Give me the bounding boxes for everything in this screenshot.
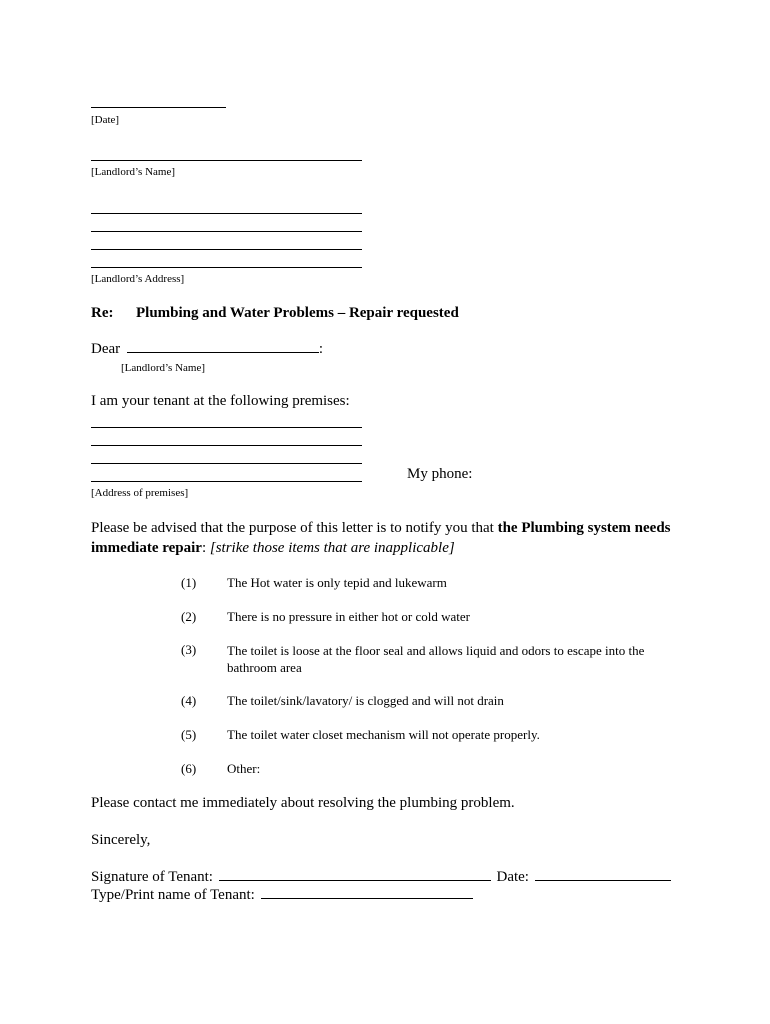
item-number: (4) — [181, 693, 197, 708]
print-name-label: Type/Print name of Tenant: — [91, 887, 255, 903]
landlord-address-label: [Landlord’s Address] — [91, 273, 185, 285]
item-text: The toilet is loose at the floor seal and allows liquid and odors to escape into the bathroom area — [227, 643, 645, 675]
date-label: [Date] — [91, 114, 120, 126]
landlord-name-line — [91, 160, 362, 161]
premises-line-2 — [91, 445, 362, 446]
landlord-address-line-3 — [91, 249, 362, 250]
notice-paragraph — [91, 518, 691, 558]
item-text: The toilet/sink/lavatory/ is clogged and will not drain — [227, 693, 504, 708]
premises-line-4 — [91, 481, 362, 482]
item-text: The Hot water is only tepid and lukewarm — [227, 575, 447, 590]
phone-label: My phone: — [407, 466, 473, 482]
list-item — [181, 761, 196, 777]
sincerely: Sincerely, — [91, 832, 151, 848]
landlord-address-line-1 — [91, 213, 362, 214]
item-text: There is no pressure in either hot or cold water — [227, 609, 470, 624]
premises-address-label: [Address of premises] — [91, 487, 189, 499]
print-name-row — [91, 886, 473, 904]
list-item — [181, 727, 196, 743]
premises-line-3 — [91, 463, 362, 464]
item-text: The toilet water closet mechanism will not operate properly. — [227, 727, 540, 742]
premises-intro: I am your tenant at the following premises: — [91, 393, 350, 409]
dear-name-label: [Landlord’s Name] — [121, 362, 205, 374]
list-item — [181, 693, 196, 709]
notice-text: Please be advised that the purpose of this letter is to notify you that — [91, 520, 498, 536]
re-subject: Plumbing and Water Problems – Repair requested — [136, 305, 459, 321]
signature-label: Signature of Tenant: — [91, 869, 213, 885]
notice-colon: : — [201, 540, 207, 556]
notice-bold-text: the Plumbing system needs immediate repair — [91, 520, 671, 556]
landlord-address-line-2 — [91, 231, 362, 232]
list-item — [181, 609, 196, 625]
list-item — [181, 642, 196, 658]
item-number: (6) — [181, 761, 197, 776]
salutation — [91, 340, 323, 358]
landlord-name-label: [Landlord’s Name] — [91, 166, 175, 178]
premises-line-1 — [91, 427, 362, 428]
contact-sentence: Please contact me immediately about resolving the plumbing problem. — [91, 795, 515, 811]
signature-line — [219, 868, 491, 881]
landlord-address-line-4 — [91, 267, 362, 268]
item-number: (5) — [181, 727, 197, 742]
item-number: (3) — [181, 642, 197, 657]
signature-date-label: Date: — [496, 869, 529, 885]
notice-italic-text: [strike those items that are inapplicable] — [206, 540, 455, 556]
dear-colon: : — [318, 341, 324, 357]
re-label: Re: — [91, 305, 114, 321]
signature-row — [91, 868, 671, 886]
date-line — [91, 107, 226, 108]
dear-text: Dear — [91, 341, 121, 357]
print-name-line — [261, 886, 473, 899]
list-item — [181, 575, 196, 591]
item-text: Other: — [227, 761, 261, 776]
signature-date-line — [535, 868, 671, 881]
item-number: (1) — [181, 575, 197, 590]
item-number: (2) — [181, 609, 197, 624]
dear-blank-line — [127, 340, 319, 353]
